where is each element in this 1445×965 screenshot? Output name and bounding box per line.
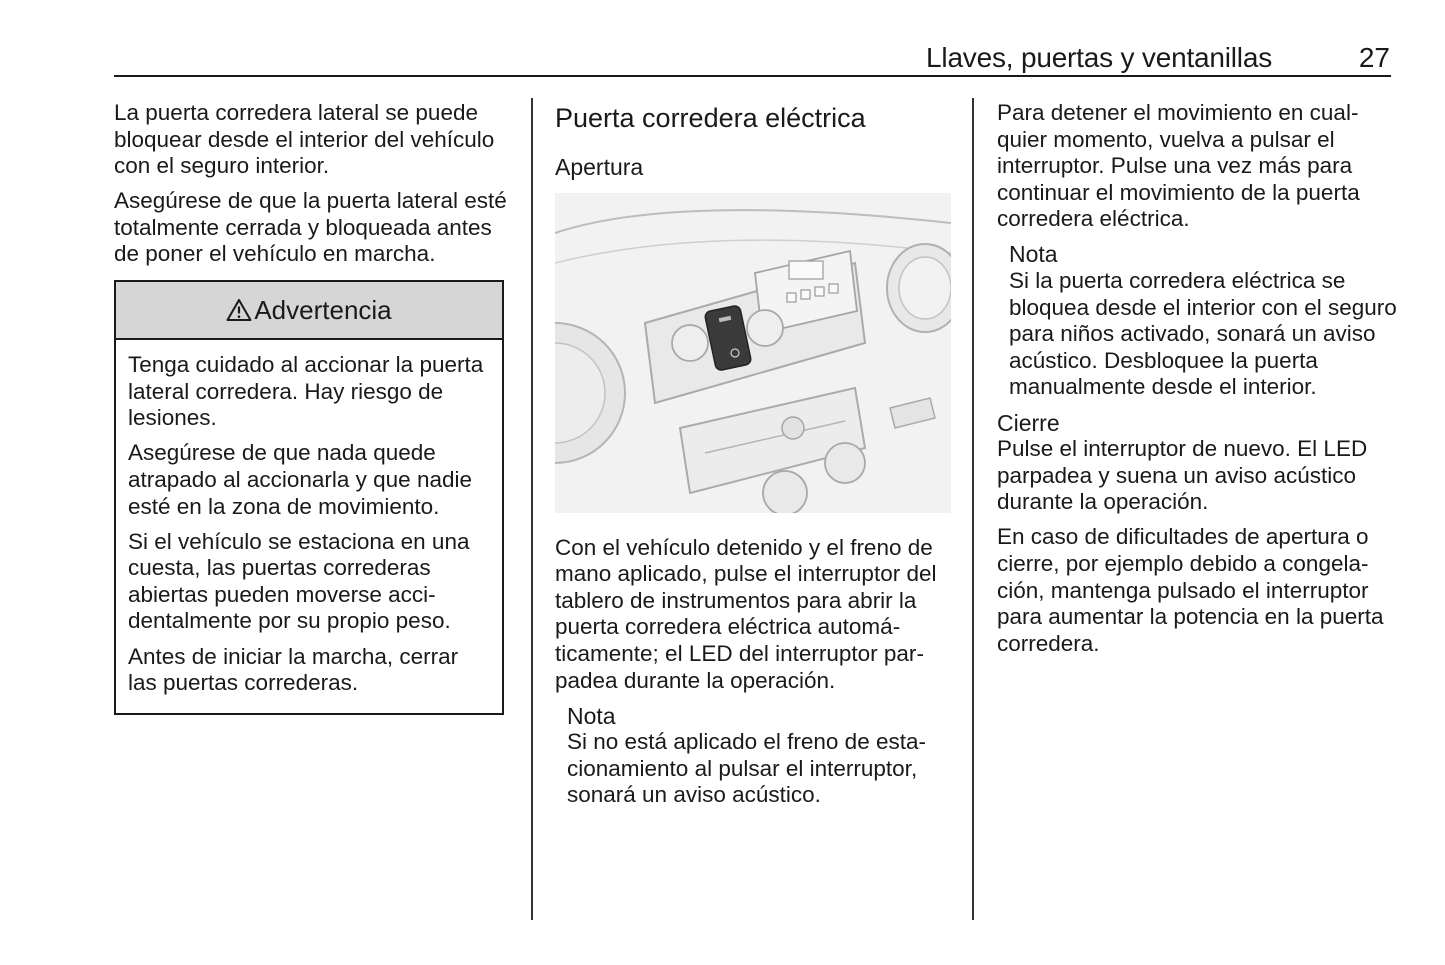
paragraph: Tenga cuidado al accionar la puerta lateral corredera. Hay riesgo de lesiones.: [128, 352, 484, 431]
paragraph: En caso de dificultades de apertura o cierre, por ejemplo debido a congelación, mantenga pulsado el interruptor para aumentar la potencia en la puerta corredera.: [997, 524, 1384, 656]
paragraph: Asegúrese de que nada quede atrapado al accionarla y que nadie esté en la zona de movimiento.: [128, 440, 472, 519]
note: [1009, 241, 1397, 401]
paragraph: Con el vehículo detenido y el freno de mano aplicado, pulse el interruptor del tablero de instrumentos para abrir la puerta corredera eléctrica automáticamente; el LED del interruptor parpadea durante la operación.: [555, 534, 937, 693]
column-divider: [972, 98, 974, 920]
column-divider: [531, 98, 533, 920]
warning-triangle-icon: [226, 298, 252, 322]
warning-title: Advertencia: [254, 294, 392, 325]
note-text: Si no está aplicado el freno de estacionamiento al pulsar el interruptor, sonará un aviso acústico.: [567, 729, 926, 808]
section-title: Puerta corredera eléctrica: [555, 103, 866, 133]
column-3: [997, 100, 1397, 666]
note-title: Nota: [1009, 241, 1058, 268]
note-text: Si la puerta corredera eléctrica se bloquea desde el interior con el seguro para niños activado, sonará un aviso acústico. Desbloquee la puerta manualmente desde el interior.: [1009, 268, 1397, 400]
note: [567, 703, 955, 809]
dashboard-switch-illustration: [555, 193, 951, 513]
column-2: [555, 100, 955, 818]
paragraph: La puerta corredera lateral se puede bloquear desde el interior del vehículo con el seguro interior.: [114, 100, 495, 179]
paragraph: Si el vehículo se estaciona en una cuesta, las puertas correderas abiertas pueden moverse accidentalmente por su propio peso.: [128, 528, 470, 634]
warning-box: [114, 280, 504, 715]
header-title: Llaves, puertas y ventanillas: [926, 42, 1272, 73]
header-rule: [114, 75, 1391, 77]
column-1: [114, 100, 514, 715]
paragraph: Antes de iniciar la marcha, cerrar las puertas correderas.: [128, 643, 459, 696]
warning-header: [116, 282, 502, 340]
paragraph: Para detener el movimiento en cualquier momento, vuelva a pulsar el interruptor. Pulse una vez más para continuar el movimiento de la puerta corredera eléctrica.: [997, 100, 1360, 232]
paragraph: Asegúrese de que la puerta lateral esté totalmente cerrada y bloqueada antes de poner el vehículo en marcha.: [114, 188, 507, 267]
subsection-title: Apertura: [555, 154, 644, 180]
warning-body: [116, 340, 502, 713]
note-title: Nota: [567, 702, 616, 729]
subsection-title: Cierre: [997, 409, 1060, 436]
page-number: 27: [1358, 42, 1390, 73]
paragraph: Pulse el interruptor de nuevo. El LED parpadea y suena un aviso acústico durante la operación.: [997, 436, 1368, 515]
